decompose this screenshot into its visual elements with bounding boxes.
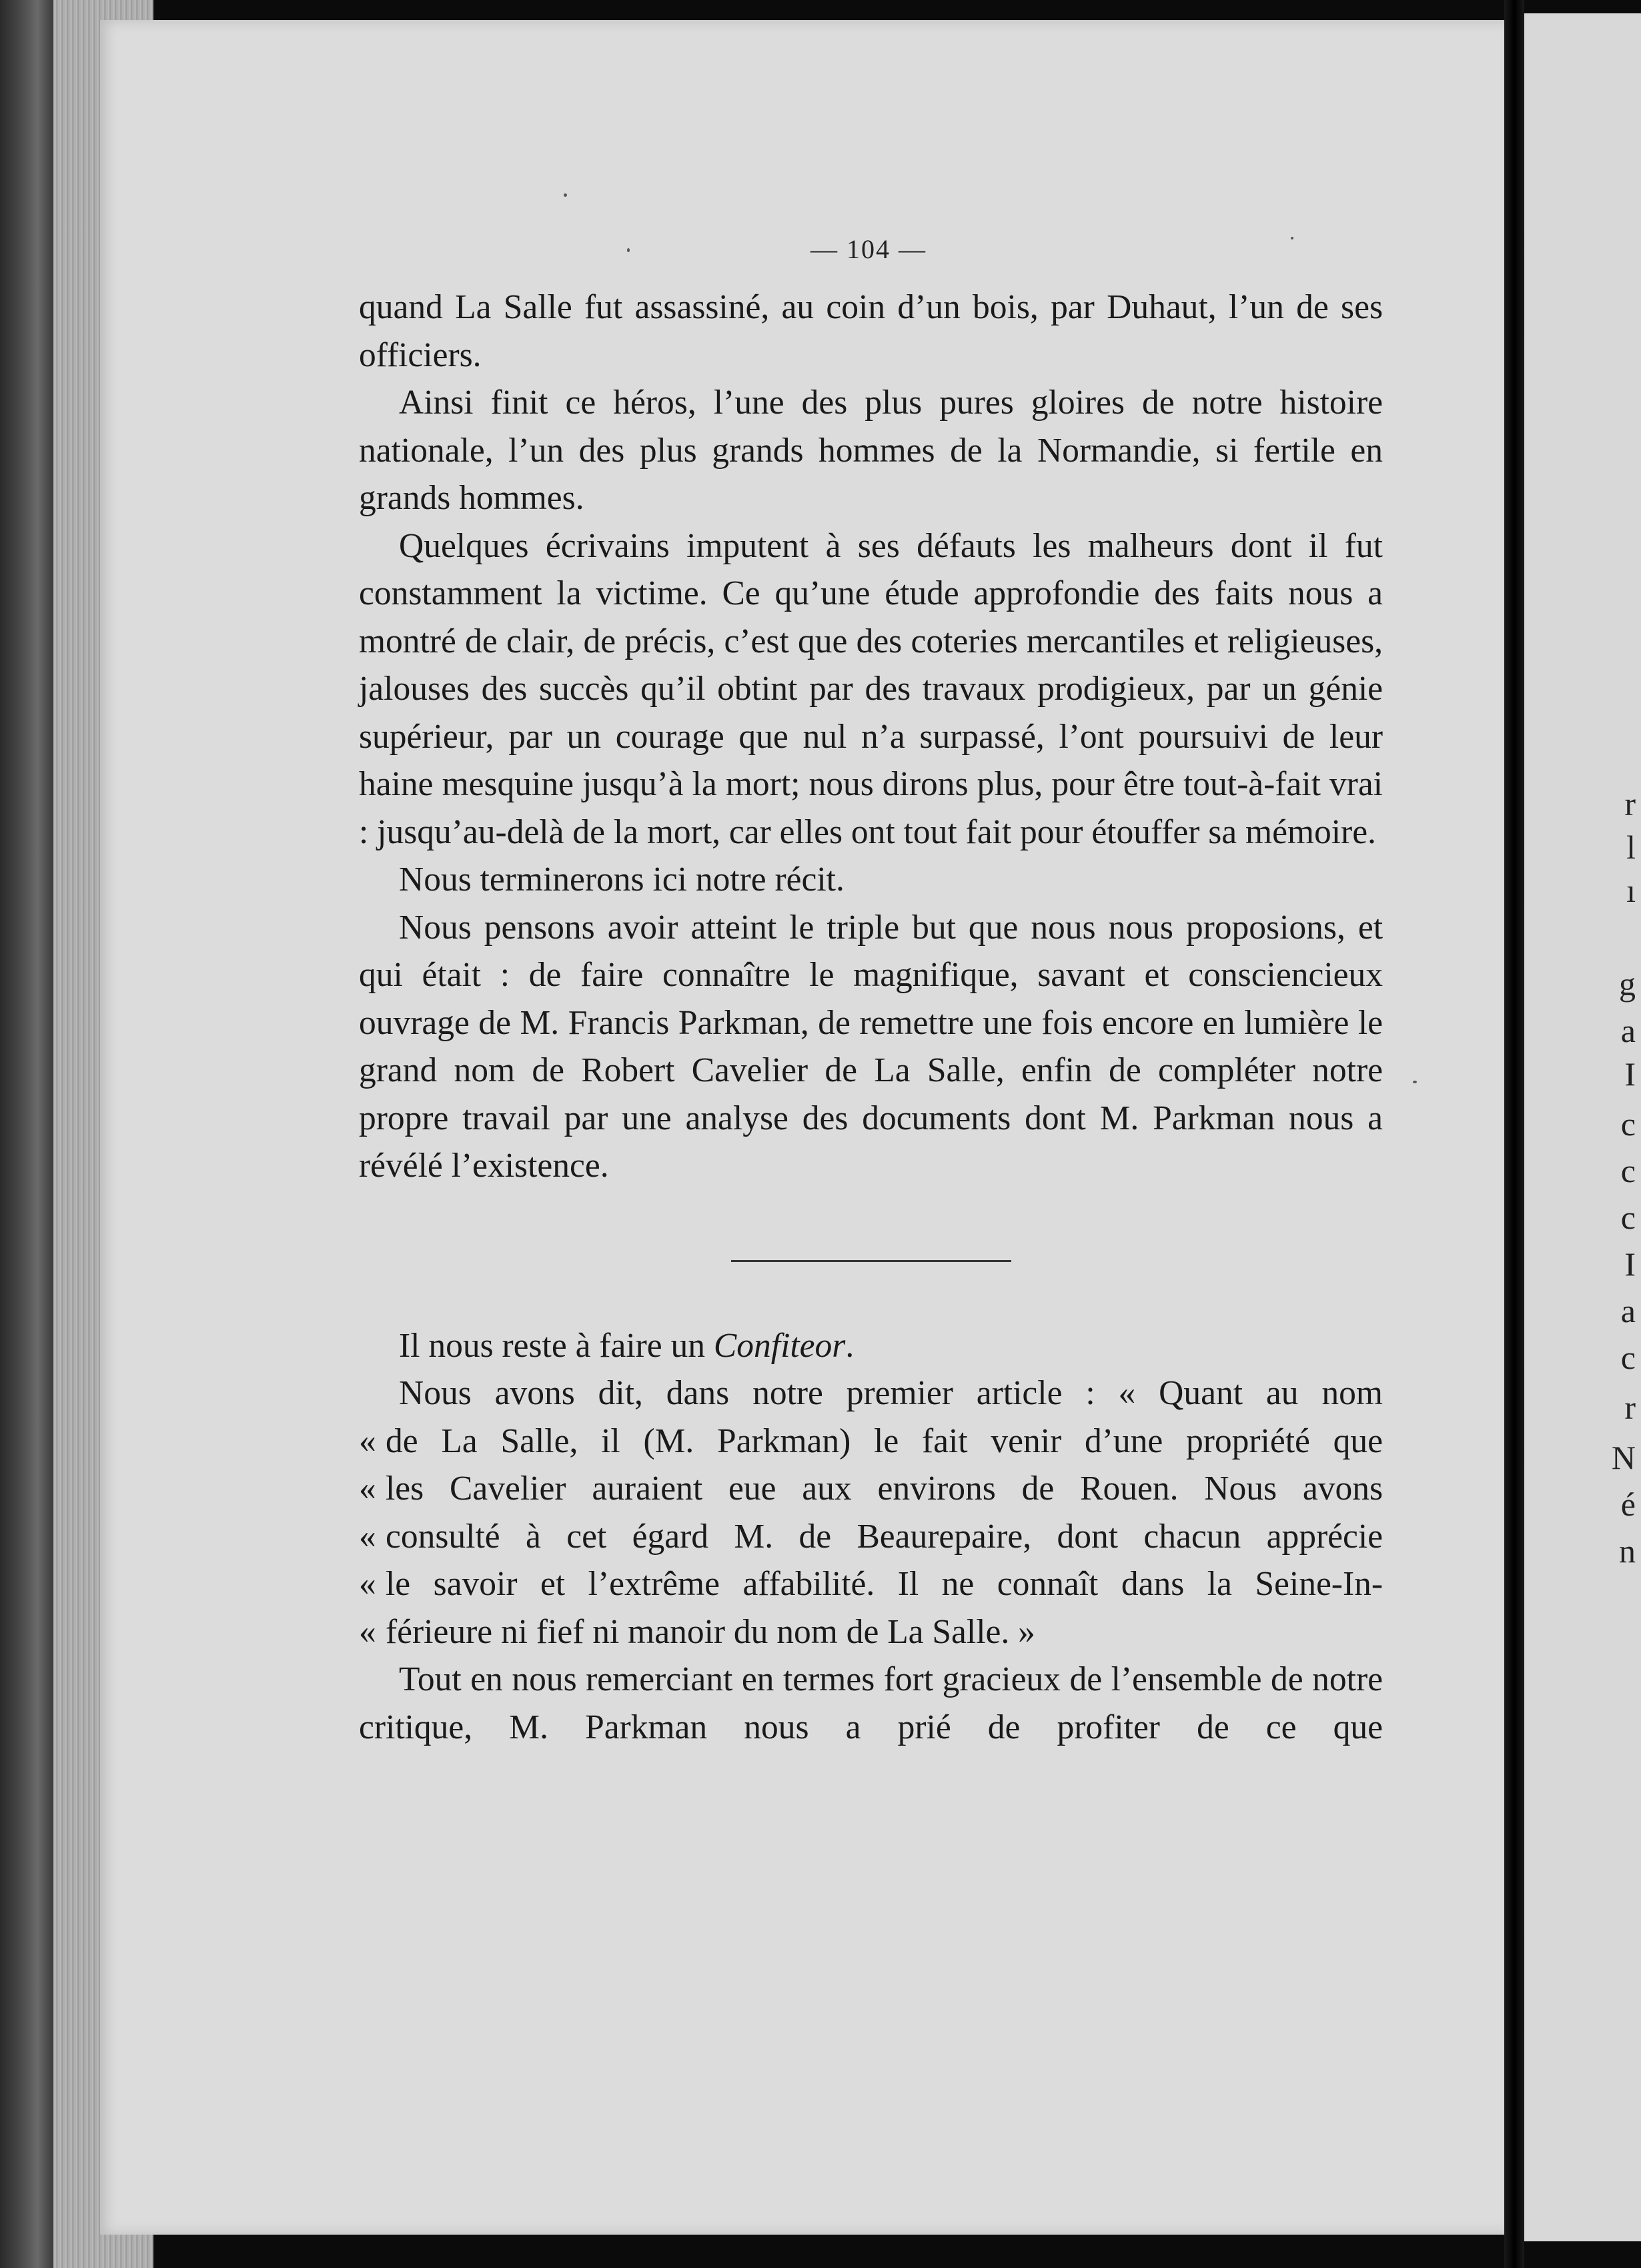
next-page-fragment: I (1624, 1245, 1636, 1283)
next-page-fragment: a (1620, 1012, 1636, 1049)
next-page-fragment: é (1620, 1486, 1636, 1523)
next-page-fragment: c (1620, 1105, 1636, 1143)
dust-speck (1291, 237, 1293, 239)
paragraph-2: Ainsi finit ce héros, l’une des plus pures gloires de notre histoire nationale, l’un des plus grands hommes de la Normandie, si fertile en grands hommes. (359, 384, 1383, 517)
quote-mark: « (359, 1612, 376, 1651)
quote-line-text: consulté à cet égard M. de Beaurepaire, dont chacun apprécie (386, 1517, 1383, 1556)
quote-line (359, 1513, 1383, 1561)
next-page-fragment: g (1619, 965, 1636, 1003)
dust-speck (564, 193, 567, 197)
next-page-fragment: ı (1626, 872, 1636, 909)
quote-mark: « (359, 1470, 376, 1508)
next-page-fragment: r (1624, 785, 1636, 822)
paragraph-5: Nous pensons avoir atteint le triple but que nous nous proposions, et qui était : de faire connaître le magnifique, savant et consciencieux ouvrage de M. Francis Parkman, de remettre une fois encore en lumière le grand nom de Robert Cavelier de La Salle, enfin de compléter notre propre travail par une analyse des documents dont M. Parkman nous a révélé l’existence. (359, 908, 1383, 1185)
quote-line-text: le savoir et l’extrême affabilité. Il ne connaît dans la Seine-In- (386, 1565, 1383, 1603)
next-page-fragment: I (1624, 1055, 1636, 1093)
next-page-fragment: n (1619, 1532, 1636, 1570)
quote-line-text: les Cavelier auraient eue aux environs de Rouen. Nous avons (386, 1470, 1383, 1508)
dust-speck (627, 248, 630, 252)
quote-mark: « (359, 1422, 376, 1460)
paragraph-7-intro: Nous avons dit, dans notre premier article : « Quant au nom (399, 1374, 1383, 1412)
quote-line (359, 1560, 1383, 1608)
quote-line (359, 1608, 1383, 1656)
quote-mark: « (359, 1565, 376, 1603)
paragraph-6-end: . (845, 1326, 855, 1365)
next-page-fragment: N (1611, 1439, 1636, 1476)
quote-line-text: férieure ni fief ni manoir du nom de La Salle. » (386, 1612, 1035, 1651)
section-divider (731, 1260, 1011, 1262)
next-page-fragment: c (1620, 1199, 1636, 1236)
next-page-fragment: r (1624, 1389, 1636, 1426)
paragraph-1: quand La Salle fut assassiné, au coin d’un bois, par Duhaut, l’un de ses officiers. (359, 288, 1383, 374)
dust-speck (1413, 1081, 1417, 1083)
next-page-fragment: a (1620, 1292, 1636, 1329)
confiteor-italic: Confiteor (713, 1326, 846, 1365)
book-binding-edge (0, 0, 53, 2268)
book-gutter (1504, 0, 1524, 2268)
page-body (359, 284, 1383, 1751)
paragraph-6-text: Il nous reste à faire un (399, 1326, 714, 1365)
next-page-fragment: l (1626, 828, 1636, 866)
paragraph-4: Nous terminerons ici notre récit. (399, 861, 845, 899)
paragraph-6 (359, 1322, 1383, 1370)
quote-line (359, 1465, 1383, 1513)
quote-line (359, 1418, 1383, 1466)
page-number: — 104 — (810, 234, 927, 264)
quote-mark: « (359, 1517, 376, 1556)
paragraph-8: Tout en nous remerciant en termes fort gracieux de l’ensemble de notre critique, M. Parkman nous a prié de profiter de ce que (359, 1660, 1383, 1746)
quote-line-text: de La Salle, il (M. Parkman) le fait venir d’une propriété que (386, 1422, 1383, 1460)
next-page-fragment: c (1620, 1339, 1636, 1376)
next-page-fragment: c (1620, 1152, 1636, 1189)
next-page-sliver (1524, 13, 1641, 2241)
paragraph-3: Quelques écrivains imputent à ses défauts les malheurs dont il fut constamment la victime. Ce qu’une étude approfondie des faits nous a montré de clair, de précis, c’est que des coteries mercantiles et religieuses, jalouses des succès qu’il obtint par des travaux prodigieux, par un génie supérieur, par un courage que nul n’a surpassé, l’ont poursuivi de leur haine mesquine jusqu’à la mort; nous dirons plus, pour être tout-à-fait vrai : jusqu’au-delà de la mort, car elles ont tout fait pour étouffer sa mémoire. (359, 526, 1383, 851)
